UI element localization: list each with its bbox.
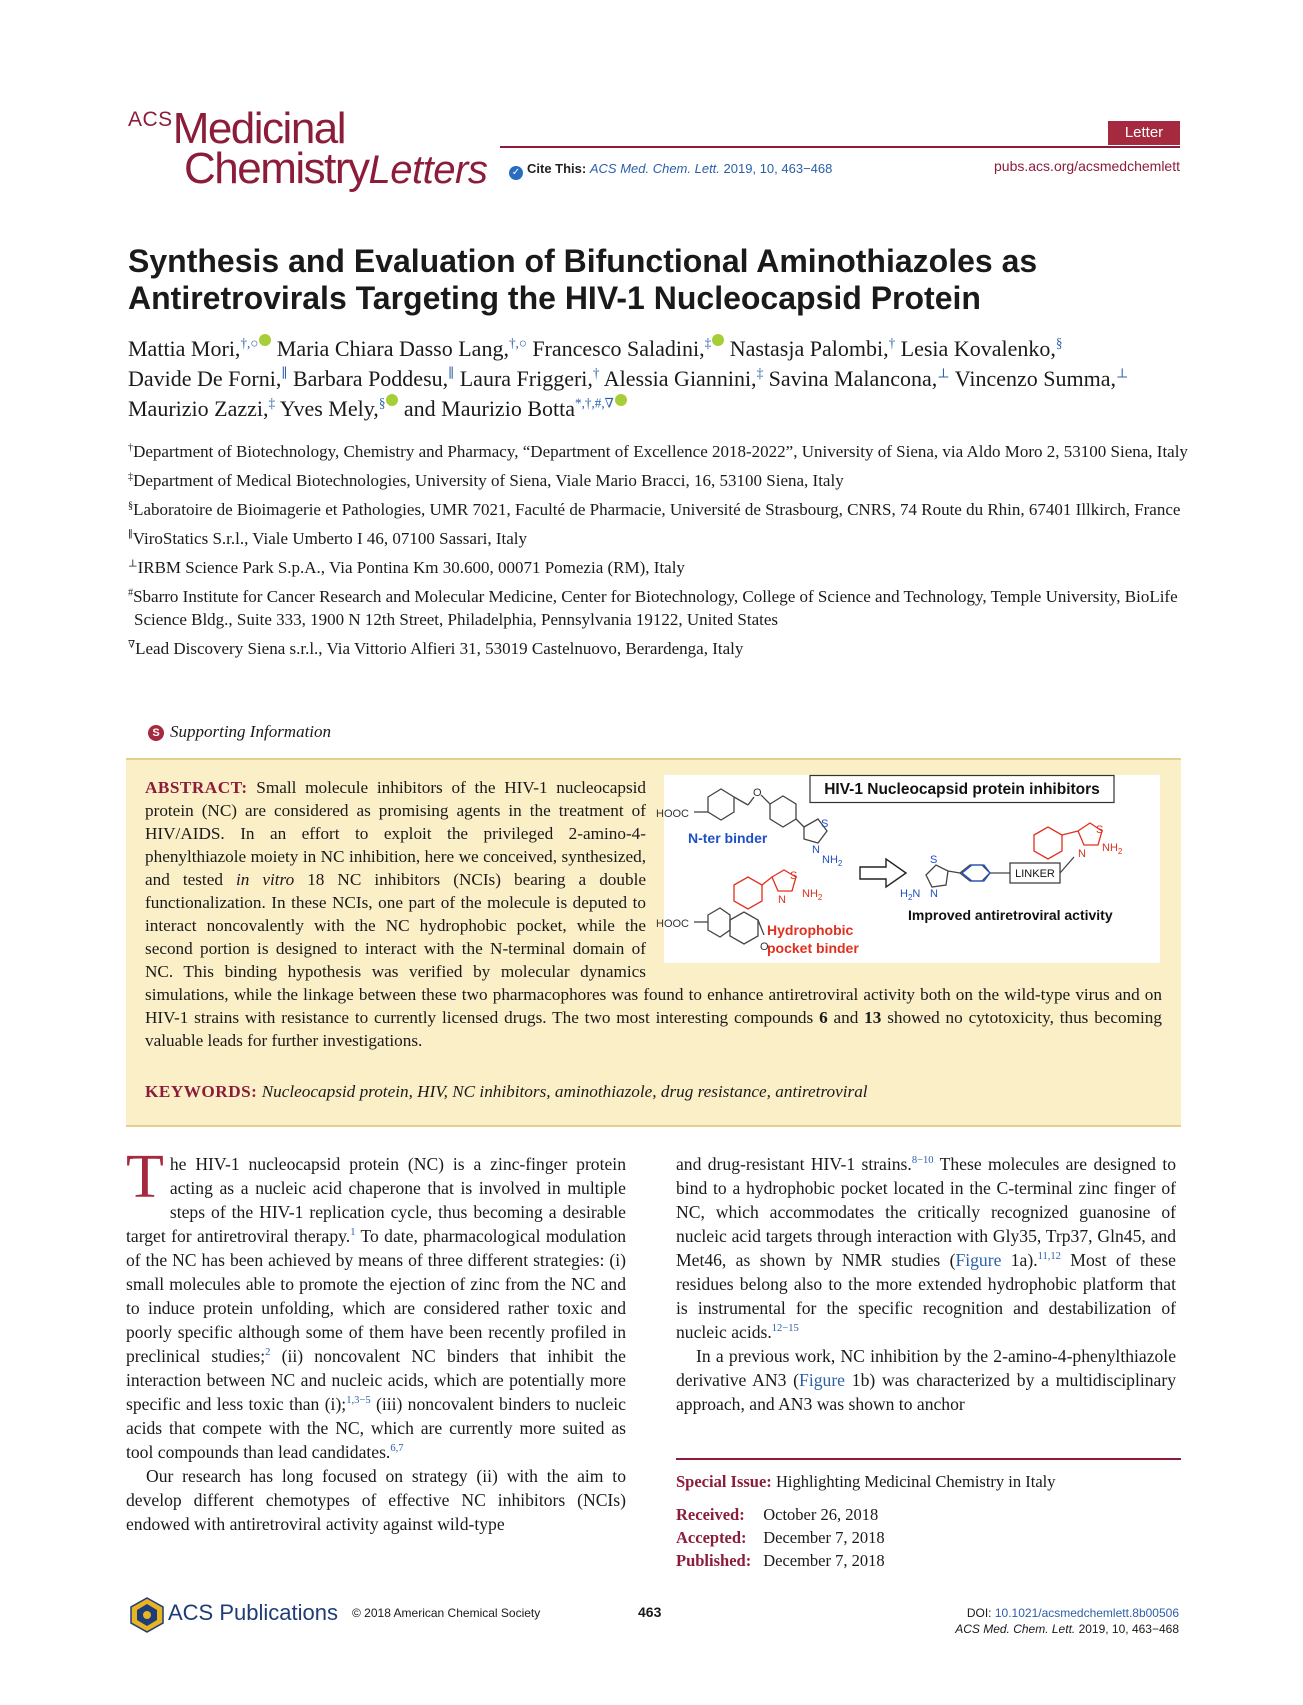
keywords xyxy=(145,1082,868,1102)
doi-line xyxy=(955,1605,1179,1621)
figure-1-link[interactable]: Figure xyxy=(955,1250,1002,1270)
published-row xyxy=(676,1549,897,1572)
affiliation xyxy=(128,469,1188,492)
toc-linker-bond xyxy=(1060,857,1074,873)
p4-text-b: 1b) was characterized by a multidisciplinary approach, and AN3 was shown to anchor xyxy=(676,1370,1176,1414)
toc-hydro-label-1: Hydrophobic xyxy=(767,922,854,938)
p1-text-d: (iii) noncovalent binders to nucleic acids that compete with the NC, which are currently more suited as tool compounds than lead candidates. xyxy=(126,1394,626,1462)
keywords-label: KEYWORDS: xyxy=(145,1082,258,1101)
toc-n-1: N xyxy=(812,844,820,856)
toc-hooc-2: HOOC xyxy=(656,918,689,930)
author-affiliation-mark: ‡ xyxy=(268,395,276,411)
author[interactable] xyxy=(604,366,763,391)
ref-1[interactable]: 1 xyxy=(350,1227,356,1239)
affiliation-mark: ∇ xyxy=(128,639,136,651)
cite-journal[interactable]: ACS Med. Chem. Lett. xyxy=(589,161,720,176)
author-name[interactable]: Mattia Mori, xyxy=(128,336,241,361)
orcid-icon[interactable] xyxy=(712,334,724,346)
compound-13: 13 xyxy=(864,1008,882,1027)
journal-url[interactable]: pubs.acs.org/acsmedchemlett xyxy=(994,158,1180,174)
author[interactable] xyxy=(955,366,1129,391)
citation-line xyxy=(955,1621,1179,1637)
ref-6-7[interactable]: 6,7 xyxy=(390,1443,404,1455)
author[interactable] xyxy=(901,336,1063,361)
toc-s-2: S xyxy=(790,870,798,882)
supporting-info-label[interactable]: Supporting Information xyxy=(170,722,332,741)
affiliation-text: Sbarro Institute for Cancer Research and Molecular Medicine, Center for Biotechnology, College of Science and Technology, Temple University, BioLife Science Bldg., Suite 333, 1900 N 12th Street, Philadelphia, Pennsylvania 19122, United States xyxy=(133,587,1178,629)
special-issue-value: Highlighting Medicinal Chemistry in Italy xyxy=(775,1472,1056,1491)
ref-11-12[interactable]: 11,12 xyxy=(1037,1251,1061,1263)
p3-text-d: Most of these residues belong also to the more extended hydrophobic platform that is instrumental for the specific recognition and destabilization of nucleic acids. xyxy=(676,1250,1176,1342)
published-label: Published: xyxy=(676,1551,752,1570)
publisher-name: ACS Publications xyxy=(168,1600,338,1625)
paragraph-2: Our research has long focused on strategy (ii) with the aim to develop different chemotypes of effective NC inhibitors (NCIs) endowed with antiretroviral activity against wild-type xyxy=(126,1466,626,1534)
author-affiliation-mark: ‡ xyxy=(704,335,712,351)
affiliation xyxy=(128,440,1188,463)
author-name[interactable]: Nastasja Palombi, xyxy=(729,336,889,361)
author[interactable] xyxy=(128,366,287,391)
author-name[interactable]: Alessia Giannini, xyxy=(603,366,757,391)
author-affiliation-mark: ∥ xyxy=(448,365,455,381)
toc-s-4: S xyxy=(930,854,938,866)
affiliation xyxy=(128,498,1188,521)
title-line-2: Antiretrovirals Targeting the HIV-1 Nucleocapsid Protein xyxy=(128,280,981,316)
doi-link[interactable]: 10.1021/acsmedchemlett.8b00506 xyxy=(994,1606,1179,1620)
received-row xyxy=(676,1503,897,1526)
toc-sub-2: 2 xyxy=(817,893,823,902)
author-affiliation-mark: † xyxy=(888,335,896,351)
toc-s-1: S xyxy=(821,818,829,830)
published-date: December 7, 2018 xyxy=(763,1551,885,1570)
author[interactable] xyxy=(460,366,600,391)
combined-red xyxy=(1034,823,1102,859)
author-affiliation-mark: ⊥ xyxy=(1115,365,1129,381)
p1-text-b: To date, pharmacological modulation of the NC has been achieved by means of three different strategies: (i) small molecules able to promote the ejection of zinc from the NC and to induce protein unfolding, which are considered rather toxic and poorly specific although some of them have been recently profiled in preclinical studies; xyxy=(126,1226,626,1366)
author-name[interactable]: Davide De Forni, xyxy=(128,366,282,391)
toc-nh2-1 xyxy=(822,854,843,868)
history-table xyxy=(676,1503,897,1572)
received-label: Received: xyxy=(676,1505,745,1524)
author-name[interactable]: Savina Malancona, xyxy=(768,366,938,391)
paragraph-3 xyxy=(676,1152,1176,1344)
author-affiliation-mark: †,○ xyxy=(240,335,259,351)
received-date: October 26, 2018 xyxy=(763,1505,879,1524)
compound-6: 6 xyxy=(819,1008,828,1027)
article-type-badge: Letter xyxy=(1108,121,1180,145)
toc-nh2-2 xyxy=(802,888,823,902)
figure-1b-link[interactable]: Figure xyxy=(799,1370,845,1390)
author-affiliation-mark: § xyxy=(1055,335,1063,351)
doi-block xyxy=(955,1605,1179,1637)
cite-this[interactable] xyxy=(509,161,832,180)
author-name[interactable]: Francesco Saladini, xyxy=(532,336,705,361)
journal-logo xyxy=(128,104,490,193)
special-issue-row xyxy=(676,1470,1181,1493)
hydro-molecule-red xyxy=(734,870,796,909)
body-column-left xyxy=(126,1143,626,1536)
page-number: 463 xyxy=(638,1604,662,1620)
affiliation-mark: ⊥ xyxy=(128,558,138,570)
citation-rest: 2019, 10, 463−468 xyxy=(1075,1622,1179,1636)
accepted-label: Accepted: xyxy=(676,1528,747,1547)
author-affiliation-mark: ∥ xyxy=(281,365,288,381)
author-list xyxy=(128,334,1188,424)
author[interactable] xyxy=(128,396,275,421)
toc-improved: Improved antiretroviral activity xyxy=(908,907,1113,923)
affiliation xyxy=(128,556,1188,579)
author-affiliation-mark: ⊥ xyxy=(937,365,950,381)
drop-cap: T xyxy=(126,1143,164,1211)
p3-text-b: These molecules are designed to bind to a hydrophobic pocket located in the C-terminal zinc finger of NC, which accommodates the critically recognized guanosine of nucleic acid targets through interaction with Gly35, Trp37, Gln45, and Met46, as shown by NMR studies ( xyxy=(676,1154,1177,1270)
author-name[interactable]: and Maurizio Botta xyxy=(403,396,575,421)
affiliation-text: ViroStatics S.r.l., Viale Umberto I 46, 07100 Sassari, Italy xyxy=(132,529,527,548)
author-affiliation-mark: § xyxy=(378,395,386,411)
toc-h2n xyxy=(900,888,920,902)
orcid-icon[interactable] xyxy=(386,394,398,406)
supporting-information-link[interactable] xyxy=(148,722,331,742)
toc-arrow-icon xyxy=(860,859,906,887)
abstract-text-a: Small molecule inhibitors of the HIV-1 nucleocapsid protein (NC) are considered as promising agents in the treatment of HIV/AIDS. In an effort to exploit the privileged 2-amino-4-phenylthiazole moiety in NC inhibition, here we conceived, synthesized, and tested xyxy=(145,778,646,889)
special-issue-block xyxy=(676,1458,1181,1572)
toc-hooc-1: HOOC xyxy=(656,808,689,820)
abstract-label: ABSTRACT: xyxy=(145,778,248,797)
abstract-text-d: showed no cytotoxicity, thus becoming valuable leads for further investigations. xyxy=(145,1008,1162,1050)
affiliation-text: IRBM Science Park S.p.A., Via Pontina Km 30.600, 00071 Pomezia (RM), Italy xyxy=(137,558,685,577)
toc-nh-1: NH xyxy=(822,854,838,866)
keywords-text: Nucleocapsid protein, HIV, NC inhibitors, aminothiazole, drug resistance, antiretroviral xyxy=(261,1082,868,1101)
p3-text-c: 1a). xyxy=(1001,1250,1038,1270)
author-name[interactable]: Vincenzo Summa, xyxy=(954,366,1116,391)
affiliation-mark: ∥ xyxy=(128,529,133,541)
author[interactable] xyxy=(280,396,399,421)
author-name[interactable]: Yves Mely, xyxy=(279,396,379,421)
affiliation xyxy=(128,527,1188,550)
affiliation-text: Department of Biotechnology, Chemistry and Pharmacy, “Department of Excellence 2018-2022”, University of Siena, via Aldo Moro 2, 53100 Siena, Italy xyxy=(133,442,1188,461)
toc-title: HIV-1 Nucleocapsid protein inhibitors xyxy=(824,781,1100,798)
affiliation-mark: ‡ xyxy=(128,471,134,483)
affiliation-text: Department of Medical Biotechnologies, University of Siena, Viale Mario Bracci, 16, 53100 Siena, Italy xyxy=(133,471,844,490)
p1-text-c: (ii) noncovalent NC binders that inhibit the interaction between NC and nucleic acids, which are potentially more specific and less toxic than (i); xyxy=(126,1346,626,1414)
abstract-text-c: and xyxy=(827,1008,865,1027)
author[interactable] xyxy=(730,336,895,361)
body-column-right xyxy=(676,1152,1176,1416)
author-name[interactable]: Maurizio Zazzi, xyxy=(128,396,269,421)
toc-sub-1: 2 xyxy=(837,859,843,868)
toc-linker: LINKER xyxy=(1015,868,1055,880)
paragraph-4 xyxy=(676,1344,1176,1416)
author-affiliation-mark: †,○ xyxy=(508,335,527,351)
author-affiliation-mark: † xyxy=(592,365,600,381)
toc-h2n-sub: 2 xyxy=(907,893,913,902)
abstract-text-b: 18 NC inhibitors (NCIs) bearing a double functionalization. In these NCIs, one part of the molecule is deputed to interact noncovalently with the NC hydrophobic pocket, while the second portion is designed to interact with the N-terminal domain of NC. This binding hypothesis was verified by molecular dynamics simulations, while the linkage between these two pharmacophores was found to enhance antiretroviral activity both on the wild-type virus and on HIV-1 strains with resistance to currently licensed drugs. The two most interesting compounds xyxy=(145,870,1162,1027)
toc-graphic xyxy=(656,775,1160,963)
p4-text-a: In a previous work, NC inhibition by the 2-amino-4-phenylthiazole derivative AN3 ( xyxy=(676,1346,1176,1390)
special-issue-label: Special Issue: xyxy=(676,1472,772,1491)
ref-12-15[interactable]: 12−15 xyxy=(771,1323,799,1335)
toc-s-3: S xyxy=(1096,824,1104,836)
toc-h: H xyxy=(900,888,908,900)
orcid-icon[interactable] xyxy=(259,334,271,346)
toc-sub-3: 2 xyxy=(1117,847,1123,856)
affiliation-mark: # xyxy=(128,587,134,599)
accepted-date: December 7, 2018 xyxy=(763,1528,885,1547)
affiliation-mark: § xyxy=(128,500,134,512)
orcid-icon[interactable] xyxy=(615,394,627,406)
author-name[interactable]: Laura Friggeri, xyxy=(459,366,593,391)
p3-text-a: and drug-resistant HIV-1 strains. xyxy=(676,1154,912,1174)
ref-2[interactable]: 2 xyxy=(265,1347,271,1359)
toc-o-2: O xyxy=(760,941,769,953)
affiliation-list xyxy=(128,440,1188,666)
supporting-info-icon: S xyxy=(148,725,164,741)
affiliation-mark: † xyxy=(128,442,134,454)
author[interactable] xyxy=(293,366,454,391)
toc-h2n-n: N xyxy=(912,888,921,900)
citation-journal: ACS Med. Chem. Lett. xyxy=(955,1622,1076,1636)
hydro-molecule xyxy=(694,908,764,944)
doi-label: DOI: xyxy=(966,1606,995,1620)
p1-text-a: he HIV-1 nucleocapsid protein (NC) is a zinc-finger protein acting as a nucleic acid chaperone that is involved in multiple steps of the HIV-1 replication cycle, thus becoming a desirable target for antiretroviral therapy. xyxy=(126,1154,626,1246)
logo-acs: ACS xyxy=(128,108,173,131)
toc-nh2-3 xyxy=(1102,842,1123,856)
author[interactable] xyxy=(532,336,724,361)
author[interactable] xyxy=(277,336,527,361)
acs-hexagon-icon xyxy=(128,1596,166,1634)
author-affiliation-mark: ‡ xyxy=(756,365,764,381)
logo-chemistry: Chemistry xyxy=(184,144,369,193)
author-name[interactable]: Maria Chiara Dasso Lang, xyxy=(276,336,509,361)
toc-hydro-label-2: pocket binder xyxy=(767,940,859,956)
toc-nter-label: N-ter binder xyxy=(688,830,768,846)
logo-letters: Letters xyxy=(368,148,488,192)
author[interactable] xyxy=(128,336,271,361)
toc-nh-2: NH xyxy=(802,888,818,900)
toc-graphic-svg xyxy=(656,775,1160,963)
paragraph-1 xyxy=(126,1143,626,1464)
ref-8-10[interactable]: 8−10 xyxy=(911,1155,934,1167)
author-name[interactable]: Lesia Kovalenko, xyxy=(900,336,1056,361)
accepted-row xyxy=(676,1526,897,1549)
title-line-1: Synthesis and Evaluation of Bifunctional Aminothiazoles as xyxy=(128,243,1038,279)
toc-n-4: N xyxy=(930,888,938,900)
toc-n-3: N xyxy=(1078,848,1086,860)
affiliation-text: Lead Discovery Siena s.r.l., Via Vittorio Alfieri 31, 53019 Castelnuovo, Berardenga, Italy xyxy=(135,639,744,658)
toc-o-1: O xyxy=(753,787,762,799)
author-name[interactable]: Barbara Poddesu, xyxy=(292,366,449,391)
affiliation xyxy=(128,637,1188,660)
author[interactable] xyxy=(404,396,627,421)
toc-nh-3: NH xyxy=(1102,842,1118,854)
logo-medicinal: Medicinal xyxy=(172,104,346,153)
toc-n-2: N xyxy=(778,894,786,906)
abstract-italic: in vitro xyxy=(235,870,295,889)
article-title xyxy=(128,243,1188,317)
author-affiliation-mark: *,†,#,∇ xyxy=(574,395,614,411)
header-rule xyxy=(500,146,1180,148)
copyright: © 2018 American Chemical Society xyxy=(352,1606,541,1620)
cite-label: Cite This: xyxy=(527,161,587,176)
acs-publications-logo[interactable] xyxy=(128,1596,338,1639)
ref-3-5[interactable]: 1,3−5 xyxy=(346,1395,371,1407)
cite-volume[interactable]: 2019, 10, 463−468 xyxy=(723,161,833,176)
checkmark-icon: ✓ xyxy=(509,166,523,180)
affiliation-text: Laboratoire de Bioimagerie et Pathologies, UMR 7021, Faculté de Pharmacie, Université de Strasbourg, CNRS, 74 Route du Rhin, 67401 Illkirch, France xyxy=(133,500,1181,519)
author[interactable] xyxy=(769,366,950,391)
affiliation xyxy=(128,585,1188,631)
